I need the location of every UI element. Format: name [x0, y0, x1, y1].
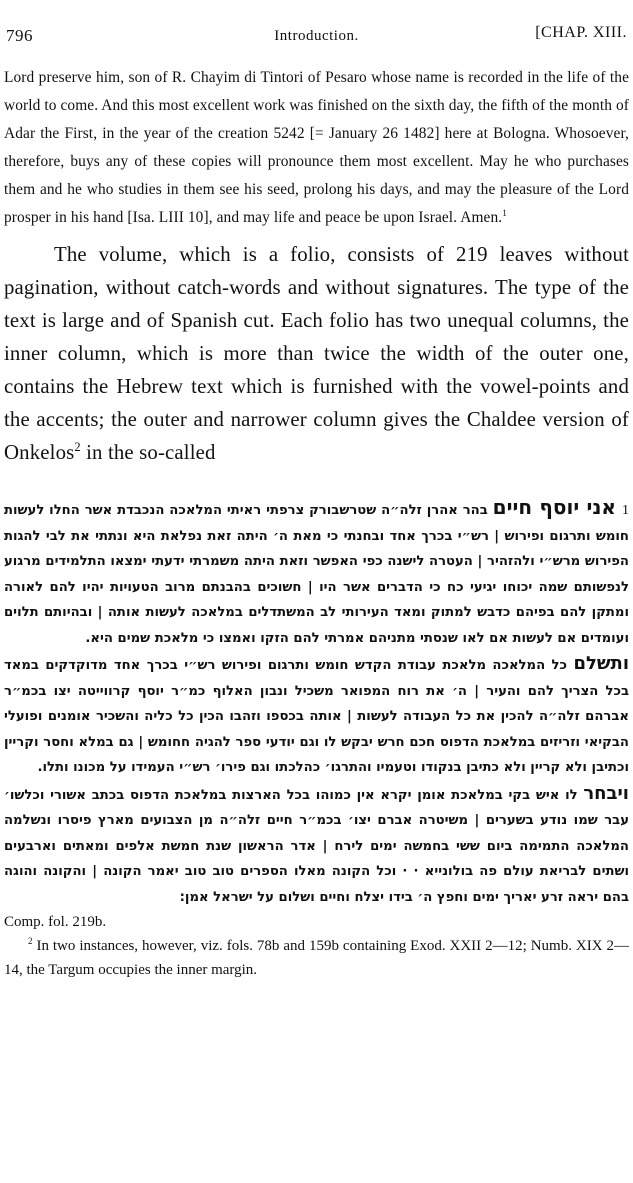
- hebrew-text-1: בהר אהרן זלה״ה שטרשבורק צרפתי ראיתי המלאכה הנכבדת אשר החלו לעשות חומש ותרגום ופירוש | רש״י בכרך אחד ובחנתי כי מאת ה׳ היתה זאת נפלאת היא ונתתי את לבי להגות הפירוש מרש״י ולהזהיר | העטרה לישנה כפי האפשר וזאת היתה משמרתי ידעתי ימצאו התלמידים מרגוע לנפשותם שמה יכוחו יגיעי כח כי הדברים אשר היו | חשוכים בהבנתם מרוב הטעויות יהיו להם לאורה ומתקן להם בפיהם כדבש למתוק ומאד העירותי לב המשתדלים במלאכה לעשות אותה | ובהיותם תלוים ועומדים אם לעשות אם לאו שנסתי מתניהם אמרתי להם הזקו ואמצו כי מלאכת שמים היא.: [4, 503, 629, 646]
- footnote-1-mark: 1: [621, 503, 629, 518]
- colophon-text: Lord preserve him, son of R. Chayim di Tintori of Pesaro whose name is recorded in the life of the world to come. And this most excellent work was finished on the sixth day, the fifth of the month of Adar the First, in the year of the creation 5242 [= January 26 1482] here at Bologna. Whosoever, therefore, buys any of these copies will pronounce them most excellent. May he who purchases them and he who studies in them see his seed, prolong his days, and may the pleasure of the Lord prosper in his hand [Isa. LIII 10], and may life and peace be upon Israel. Amen.: [4, 69, 629, 226]
- footnote-2-paragraph: [4, 934, 629, 982]
- running-title: Introduction.: [274, 28, 359, 44]
- chapter-label: [CHAP. XIII.: [535, 24, 627, 41]
- footnote-1-hebrew: [4, 495, 629, 910]
- hebrew-paragraph-1: [4, 495, 629, 651]
- main-text-part-a: The volume, which is a folio, consists of 219 leaves without pagination, without catch-words and without signatures. The type of the text is large and of Spanish cut. Each folio has two unequal columns, the inner column, which is more than twice the width of the outer one, contains the Hebrew text which is furnished with the vowel-points and the accents; the outer and narrower column gives the Chaldee version of Onkelos: [4, 243, 629, 464]
- colophon-paragraph: [4, 64, 629, 232]
- footnote-2-mark: 2: [28, 936, 33, 946]
- footnotes: [4, 495, 629, 982]
- footnote-ref-1[interactable]: 1: [502, 207, 507, 218]
- hebrew-lead-2: ותשלם: [573, 653, 629, 674]
- hebrew-paragraph-3: [4, 781, 629, 911]
- page-header: [4, 0, 629, 56]
- main-paragraph: [4, 238, 629, 469]
- footnote-1-source: [4, 910, 629, 934]
- hebrew-text-2: כל המלאכה מלאכת עבודת הקדש חומש ותרגום ופירוש רש״י בכרך אחד מדוקדקים במאד בכל הצריך להם והעיר | ה׳ את רוח המפואר משכיל ונבון האלוף כמ״ר יוסף קרווייטה יצו בכמ״ר אברהם זלה״ה להכין את כל העבודה לעשות | אותה בכספו וזהבו הכין כל כליה והשכיר אומנים ופועלי הבקיאי וזריזים במלאכת הדפוס חכם חרש יבקש לו וגם יודעי ספר להגיה חחומש | גם במלא וחסר וקריין וכתיבן ולא קריין ולא כתיבן בנקודו וטעמיו והתרגו׳ כהלכתו וגם פירו׳ רש״י העמידו על מכונו ותלו.: [4, 658, 629, 775]
- footnote-2: [4, 934, 629, 982]
- source-note: Comp. fol. 219b.: [4, 914, 107, 930]
- hebrew-paragraph-2: [4, 651, 629, 781]
- page-number: 796: [6, 26, 33, 45]
- footnote-ref-2[interactable]: 2: [74, 440, 81, 455]
- hebrew-text-3: לו איש בקי במלאכת אומן יקרא אין כמוהו בכל הארצות במלאכת הדפוס בכתב אשורי וכלשו׳ עבר שמו נודע בשערים | משיטרה אברם יצו׳ בכמ״ר חיים זלה״ה מן הצבועים מארץ פיסרו ונשלמה המלאכה התמימה ביום ששי בחמשה ימים לירח | אדר הראשון שנת חמשת אלפים ומאתים וארבעים ושתים לבריאת עולם פה בולונייא · · וכל הקונה מאלו הספרים טוב טוב יאמר הקונה | והקונה והוגה בהם יראה זרע יאריך ימים וחפץ ה׳ בידו יצלח וחיים ושלום על ישראל אמן:: [4, 787, 629, 905]
- hebrew-lead-3: ויבחר: [583, 782, 629, 804]
- main-text-part-b: in the so-called: [80, 441, 216, 464]
- main-text: [4, 238, 629, 469]
- footnote-2-text: In two instances, however, viz. fols. 78b and 159b containing Exod. XXII 2—12; Numb. XIX 2—14, the Targum occupies the inner margin.: [4, 938, 630, 978]
- hebrew-lead-1: אני יוסף חיים: [492, 495, 616, 519]
- colophon-translation: [4, 64, 629, 232]
